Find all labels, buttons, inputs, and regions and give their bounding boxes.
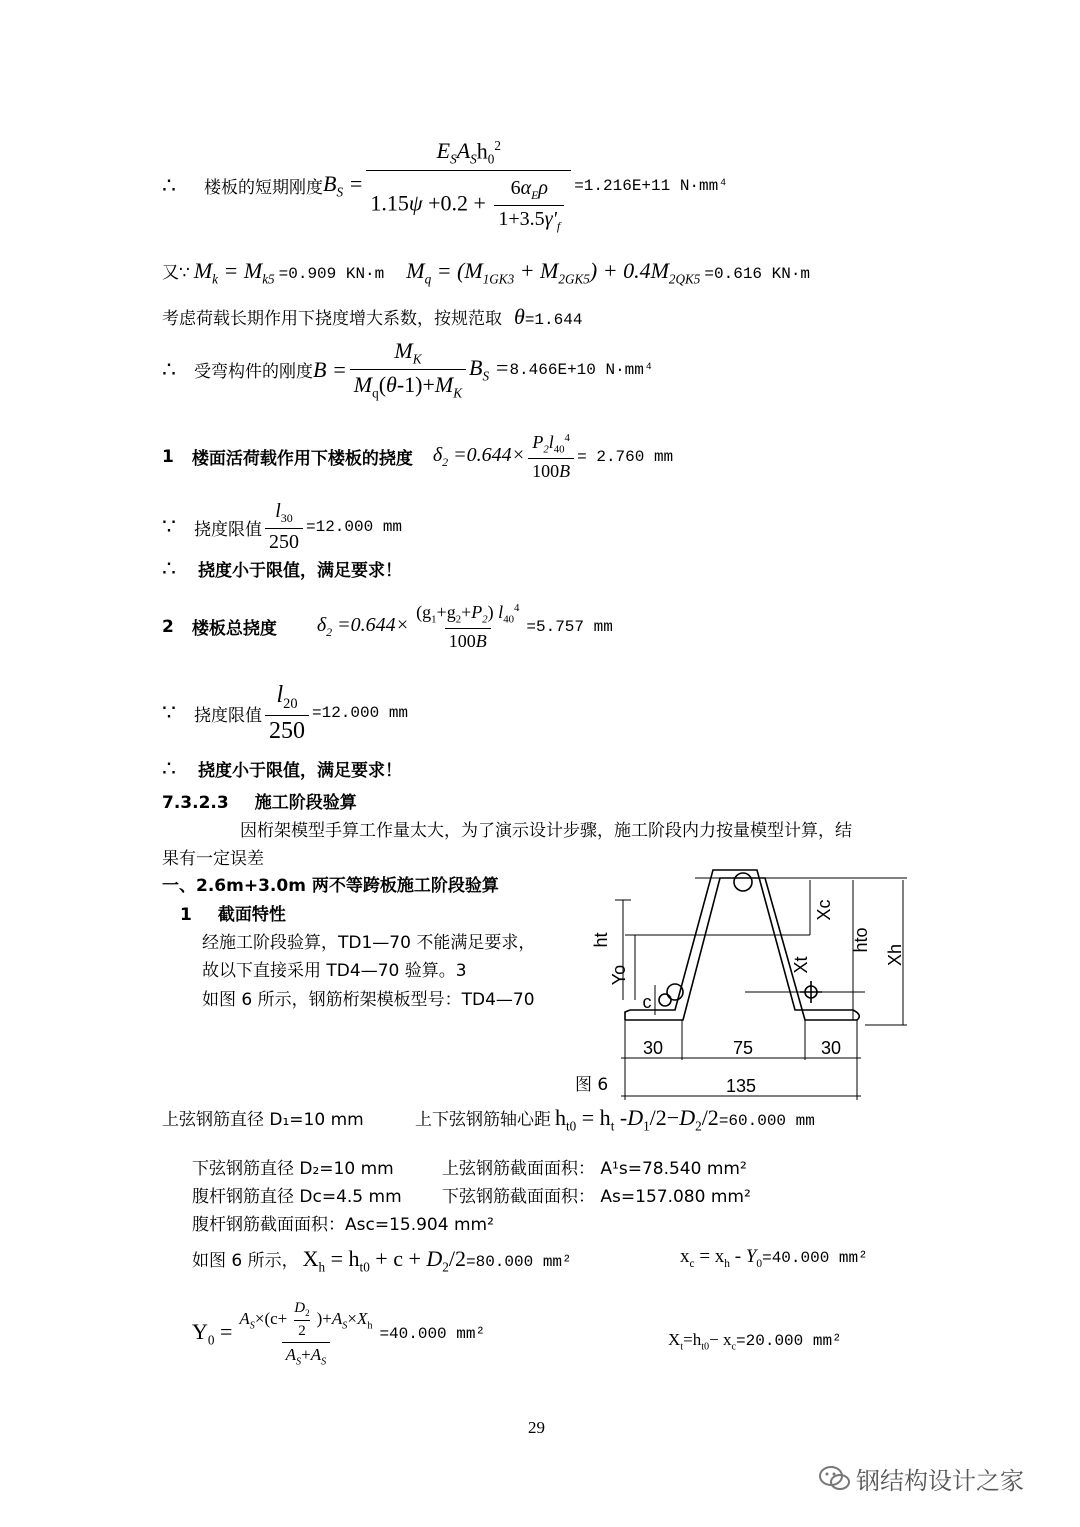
- b-symbol: B =: [313, 356, 347, 382]
- xh-prefix: 如图 6 所示，: [192, 1251, 299, 1271]
- b-bs-symbol: $B_S$ =: [469, 355, 510, 384]
- item2-row: [162, 602, 613, 652]
- xt-formula: $X_t=h_{t0}- x_c$: [668, 1330, 737, 1353]
- bs-fraction: $E_SA_Sh_0^2$ 1.15ψ +0.2 + $\frac{6\alpha_E\rho}{1+3.5\gamma'_f}$: [366, 138, 571, 234]
- item2-num: 2: [162, 616, 174, 637]
- construction-heading: [162, 788, 357, 813]
- bs-label: 楼板的短期刚度: [204, 178, 323, 199]
- y0-symbol: $Y_0$ =: [192, 1319, 233, 1348]
- sec-num: 1: [180, 905, 192, 925]
- bs-value: =1.216E+11 N·mm⁴: [574, 176, 728, 195]
- xh-row: [192, 1246, 572, 1275]
- item2-conclusion: 挠度小于限值，满足要求！: [198, 761, 402, 781]
- sec-line3: 如图 6 所示，钢筋桁架模板型号：TD4—70: [202, 990, 535, 1010]
- item2-limit-value: =12.000 mm: [312, 704, 409, 723]
- label-xt: Xt: [791, 956, 811, 974]
- wechat-icon: [818, 1464, 852, 1494]
- web-chord-circle: [659, 994, 671, 1006]
- item1-limit-value: =12.000 mm: [306, 518, 403, 536]
- xc-value: =40.000 mm²: [762, 1249, 868, 1267]
- ht0-value: =60.000 mm: [718, 1112, 815, 1130]
- b-value: 8.466E+10 N·mm⁴: [509, 360, 654, 379]
- bs-symbol: $B_S$ =: [323, 171, 364, 200]
- therefore-icon: ∴: [162, 756, 176, 781]
- figure-caption: 图 6: [575, 1075, 609, 1095]
- dim-135: 135: [725, 1076, 757, 1096]
- item1-value: = 2.760 mm: [577, 447, 674, 466]
- item1-limit-label: 挠度限值: [194, 519, 262, 540]
- mk-prefix: 又∵: [162, 263, 190, 283]
- page-number: 29: [528, 1418, 545, 1437]
- therefore-icon: ∴: [162, 172, 176, 198]
- label-hto: hto: [851, 927, 871, 953]
- xc-row: [680, 1246, 868, 1270]
- sec-title: 截面特性: [217, 905, 286, 925]
- y0-row: [192, 1300, 485, 1367]
- ht0-label: 上下弦钢筋轴心距: [415, 1110, 551, 1130]
- item2-title: 楼板总挠度: [191, 619, 277, 640]
- item2-limit-fraction: $\frac{l_{20}}{250}$: [265, 682, 309, 745]
- heading-num: 7.3.2.3: [162, 793, 229, 813]
- top-chord-circle: [734, 873, 752, 891]
- mq-value: =0.616 KN·m: [704, 265, 811, 283]
- sec-line1: 经施工阶段验算，TD1—70 不能满足要求，: [202, 933, 536, 953]
- watermark-text: 钢结构设计之家: [856, 1467, 1024, 1495]
- item2-fraction: $\frac{(g_1+g_2+P_2) l_{40}^4}{100B}$: [416, 602, 520, 651]
- xh-formula: $X_h = h_{t0} + c + D_2/2$: [302, 1246, 466, 1275]
- item1-title: 楼面活荷载作用下楼板的挠度: [191, 449, 413, 470]
- dim-30-left: 30: [642, 1038, 664, 1058]
- delta-symbol: $\delta_2 =0.644\times$: [316, 613, 410, 639]
- bs-formula-row: [162, 138, 728, 234]
- y0-value: =40.000 mm²: [379, 1324, 486, 1343]
- section-heading: [180, 900, 286, 925]
- mq-symbol: $M_q = (M_{1GK3} + M_{2GK5}) + 0.4M_{2QK5}$: [406, 258, 701, 287]
- label-c: c: [642, 992, 652, 1012]
- label-yo: Yo: [609, 964, 629, 986]
- item1-conclusion: 挠度小于限值，满足要求！: [198, 561, 402, 581]
- ht0-row: [415, 1105, 815, 1134]
- dim-75: 75: [732, 1038, 754, 1058]
- mk-symbol: $M_k = M_{k5}$: [193, 258, 275, 287]
- item2-limit-label: 挠度限值: [194, 705, 262, 726]
- label-xh: Xh: [885, 943, 905, 967]
- sec-line2: 故以下直接采用 TD4—70 验算。3: [202, 961, 467, 981]
- xt-value: =20.000 mm²: [736, 1332, 842, 1350]
- theta-text: 考虑荷载长期作用下挠度增大系数，按规范取: [162, 309, 502, 329]
- item1-fraction: $\frac{P_2l_{40}^4}{100B}$: [528, 432, 574, 482]
- theta-symbol: θ: [514, 304, 525, 329]
- para-line1: 因桁架模型手算工作量太大，为了演示设计步骤，施工阶段内力按量模型计算，结: [240, 821, 852, 841]
- xh-value: =80.000 mm²: [466, 1253, 572, 1271]
- b-fraction: $\frac{M_K}{M_q(\theta-1)+M_K}$: [350, 338, 466, 402]
- ht0-formula: $h_{t0} = h_t$ $-D_1/2-D_2/2$: [555, 1105, 719, 1134]
- label-ht: ht: [591, 932, 611, 948]
- item1-limit-row: [162, 500, 402, 554]
- asc-text: 腹杆钢筋截面面积：Asc=15.904 mm²: [192, 1215, 494, 1235]
- label-xc: Xc: [814, 899, 834, 921]
- y0-fraction: $A_S\times(c+$ $\frac{D_2}{2}$ )$+A_S\times X_h$ $A_S+A_S$: [239, 1300, 373, 1368]
- para-line2: 果有一定误差: [162, 849, 264, 869]
- dim-30-right: 30: [820, 1038, 842, 1058]
- item1-limit-fraction: $\frac{l_{30}}{250}$: [265, 500, 303, 554]
- b-formula-row: [162, 338, 653, 402]
- heading-title: 施工阶段验算: [254, 793, 357, 813]
- item2-value: =5.757 mm: [526, 617, 613, 636]
- d1-text: 上弦钢筋直径 D₁=10 mm: [162, 1110, 364, 1130]
- item1-conclusion-row: [162, 556, 402, 582]
- therefore-icon: ∴: [162, 556, 176, 581]
- xc-formula: $x_c = x_h - Y_0$: [680, 1246, 763, 1270]
- theta-value: =1.644: [524, 311, 583, 329]
- mk-mq-row: [162, 258, 810, 287]
- as-upper-text: 上弦钢筋截面面积： A¹s=78.540 mm²: [442, 1159, 747, 1179]
- dc-text: 腹杆钢筋直径 Dc=4.5 mm: [192, 1187, 402, 1207]
- b-label: 受弯构件的刚度: [194, 362, 313, 383]
- mk-value: =0.909 KN·m: [278, 265, 385, 283]
- as-lower-text: 下弦钢筋截面面积： As=157.080 mm²: [442, 1187, 751, 1207]
- because-icon: ∵: [162, 700, 176, 726]
- d1-row: [162, 1105, 364, 1130]
- delta-symbol: $\delta_2 =0.644\times$: [432, 443, 526, 469]
- therefore-icon: ∴: [162, 356, 176, 382]
- item2-limit-row: [162, 682, 408, 745]
- theta-row: [162, 304, 582, 330]
- sub-heading: 一、2.6m+3.0m 两不等跨板施工阶段验算: [162, 876, 499, 896]
- item1-num: 1: [162, 446, 174, 467]
- item2-conclusion-row: [162, 756, 402, 782]
- item1-row: [162, 432, 673, 482]
- because-icon: ∵: [162, 514, 176, 539]
- xt-row: [668, 1330, 842, 1352]
- watermark-row: [818, 1461, 1024, 1499]
- d2-text: 下弦钢筋直径 D₂=10 mm: [192, 1159, 394, 1179]
